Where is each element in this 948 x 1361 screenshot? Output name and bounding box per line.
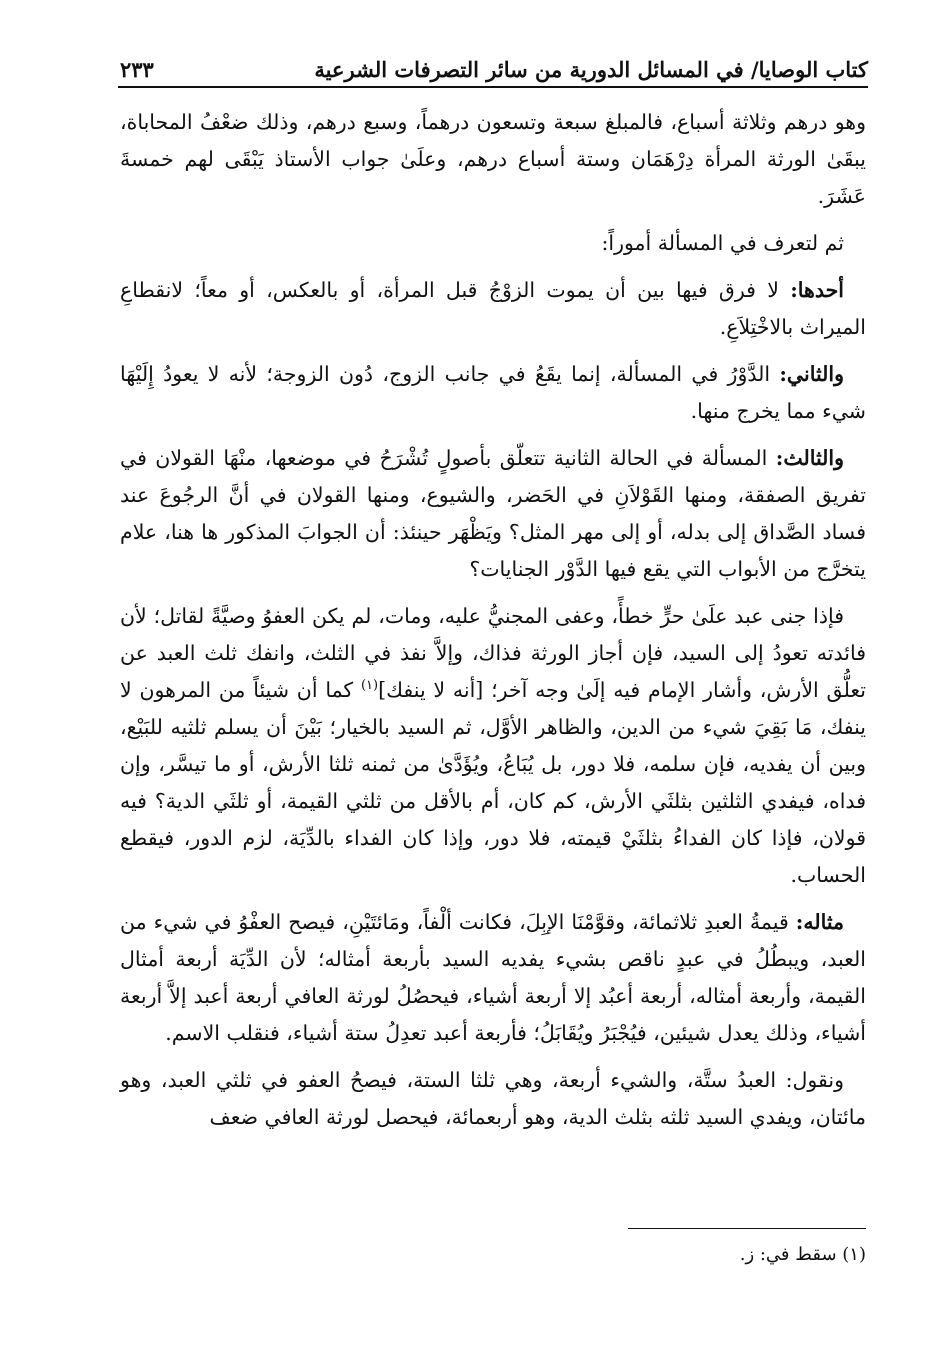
paragraph-4	[120, 356, 866, 430]
header-title: كتاب الوصايا/ في المسائل الدورية من سائر التصرفات الشرعية	[314, 57, 868, 82]
paragraph-6	[120, 598, 866, 894]
footnote	[120, 1240, 866, 1270]
paragraph-text: فإذا جنى عبد علَىٰ حرٍّ خطأً، وعفى المجنيُّ عليه، ومات، لم يكن العفوُ وصيَّةً لقاتل؛ لأن فائدته تعودُ إلى السيد، فإن أجاز الورثة فذاك، وإلاَّ نفذ في الثلث، وانفك ثلث العبد عن تعلُّق الأرش، وأشار الإمام فيه إلَىٰ وجه آخر؛ [أنه لا ينفك]	[120, 604, 866, 702]
running-header	[120, 40, 868, 82]
paragraph-text: المسألة في الحالة الثانية تتعلّق بأصولٍ تُشْرَحُ في موضعها، منْهَا القولان في تفريق الصفقة، ومنها القَوْلاَنِ في الحَضر، والشيوع، ومنها القولان في أنَّ الرجُوعَ عند فساد الصَّداق إلى بدله، أو إلى مهر المثل؟ ويَظْهَر حينئذ: أن الجوابَ المذكور ها هنا، علام يتخرَّج من الأبواب التي يقع فيها الدَّوْر الجنايات؟	[120, 446, 866, 581]
footnote-number: (١)	[842, 1244, 866, 1265]
paragraph-text: كما أن شيئاً من المرهون لا ينفك، مَا بَقِيَ شيء من الدين، والظاهر الأوَّل، ثم السيد بالخيار؛ بَيْنَ أن يسلم ثلثيه للبَيْع، وبين أن يفديه، فإن سلمه، فلا دور، بل يُبَاعُ، ويُؤَدَّىٰ من ثمنه ثلثا الأرش، أو ما تيسَّر، وإن فداه، فيفدي الثلثين بثلثَي الأرش، كم كان، أم بالأقل من ثلثي القيمة، أو ثلثَي الدية؟ فيه قولان، فإذا كان الفداءُ بثلثَيْ قيمته، فلا دور، وإذا كان الفداء بالدِّيَة، لزم الدور، فيقطع الحساب.	[120, 678, 866, 887]
footnote-text: سقط في: ز.	[739, 1244, 837, 1265]
footnote-marker[interactable]: (١)	[360, 678, 379, 694]
footnote-rule	[628, 1228, 866, 1229]
paragraph-7	[120, 904, 866, 1052]
paragraph-8	[120, 1062, 866, 1136]
header-rule	[118, 86, 868, 88]
paragraph-text: لا فرق فيها بين أن يموت الزوْجُ قبل المرأة، أو بالعكس، أو معاً؛ لانقطاعِ الميراث بالاخْتِلاَعِ.	[120, 278, 866, 339]
paragraph-3	[120, 272, 866, 346]
paragraph-lead: والثالث:	[775, 446, 844, 470]
paragraph-2	[120, 225, 866, 262]
paragraph-lead: مثاله:	[795, 910, 844, 934]
paragraph-text: قيمةُ العبدِ ثلاثمائة، وقوَّمْنَا الإبِلَ، فكانت ألْفاً، ومَائتَيْنِ، فيصح العفْوُ في شيء من العبد، ويبطُلُ في عبدٍ ناقص بشيء يفديه السيد بأربعة أمثاله؛ لأن الدِّيَة أربعة أمثال القيمة، وأربعة أمثاله، أربعة أعبُد إلا أربعة أشياء، فيحصُلُ لورثة العافي أربعة أعبد إلاَّ أربعة أشياء، وذلك يعدل شيئين، فيُجْبَرُ ويُقَابَلُ؛ فأربعة أعبد تعدِلُ ستة أشياء، فنقلب الاسم.	[120, 910, 866, 1045]
paragraph-5	[120, 440, 866, 588]
paragraph-text: ونقول: العبدُ ستَّة، والشيء أربعة، وهي ثلثا الستة، فيصحُ العفو في ثلثي العبد، وهو مائتان، ويفدي السيد ثلثه بثلث الدية، وهو أربعمائة، فيحصل لورثة العافي ضعف	[120, 1068, 866, 1129]
paragraph-1	[120, 104, 866, 215]
paragraph-text: ثم لتعرف في المسألة أموراً:	[601, 231, 844, 255]
paragraph-text: وهو درهم وثلاثة أسباع، فالمبلغ سبعة وتسعون درهماً، وسبع درهم، وذلك ضعْفُ المحاباة، يبقَىٰ الورثة المرأة دِرْهَمَان وستة أسباع درهم، وعلَىٰ جواب الأستاذ يَبْقَى لهم خمسةَ عَشَرَ.	[120, 110, 866, 208]
paragraph-lead: والثاني:	[779, 362, 844, 386]
page-number: ٢٣٣	[120, 57, 154, 82]
main-text	[120, 104, 866, 1146]
paragraph-text: الدَّوْرُ في المسألة، إنما يقَعُ في جانب الزوج، دُون الزوجة؛ لأنه لا يعودُ إِلَيْهَا شيء مما يخرج منها.	[120, 362, 866, 423]
paragraph-lead: أحدها:	[790, 278, 844, 302]
